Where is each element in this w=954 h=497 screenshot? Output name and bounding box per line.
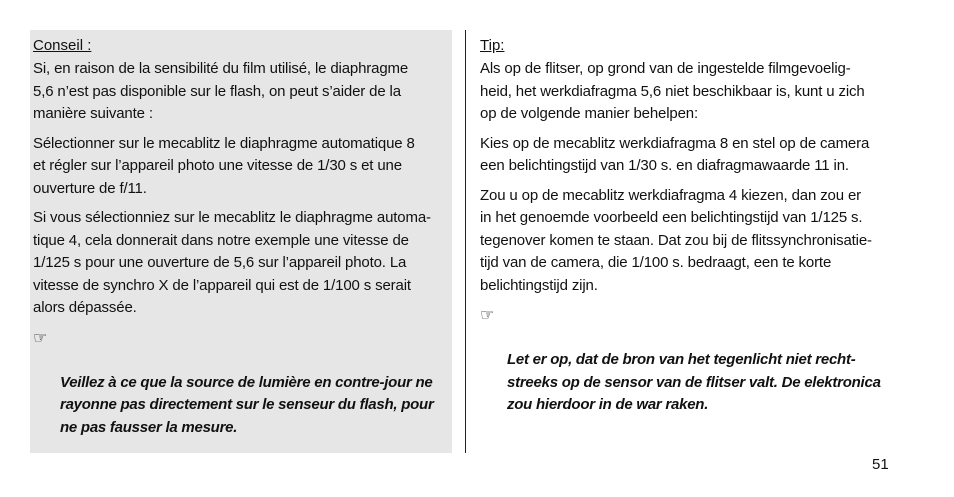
warning-note	[33, 327, 448, 440]
paragraph: Sélectionner sur le mecablitz le diaphragme automatique 8 et régler sur l’appareil photo une vitesse de 1/30 s et une ouverture de f/11.	[33, 134, 415, 197]
paragraph: Si, en raison de la sensibilité du film utilisé, le diaphragme 5,6 n’est pas disponible sur le flash, on peut s’aider de la manière suivante :	[33, 60, 409, 122]
paragraph: Als op de flitser, op grond van de ingestelde filmgevoelig- heid, het werkdiafragma 5,6 niet beschikbaar is, kunt u zich op de volgende manier behelpen:	[480, 60, 865, 122]
paragraph: Zou u op de mecablitz werkdiafragma 4 kiezen, dan zou er in het genoemde voorbeeld een belichtingstijd van 1/125 s. tegenover komen te staan. Dat zou bij de flitssynchronisatie- tijd van de camera, die 1/100 s. bedraagt, een te korte belichtingstijd zijn.	[480, 186, 872, 294]
pointing-hand-icon: ☞	[33, 327, 48, 347]
pointing-hand-icon: ☞	[480, 305, 495, 324]
note-text: Veillez à ce que la source de lumière en contre-jour ne rayonne pas directement sur le senseur du flash, pour ne pas fausser la mesure.	[60, 373, 434, 436]
paragraph: Kies op de mecablitz werkdiafragma 8 en stel op de camera een belichtingstijd van 1/30 s. en diafragmawaarde 11 in.	[480, 134, 870, 174]
warning-note	[480, 304, 900, 417]
tip-box-dutch	[480, 30, 900, 417]
tip-box-french	[30, 30, 452, 453]
column-divider	[465, 30, 466, 453]
paragraph: Si vous sélectionniez sur le mecablitz le diaphragme automa- tique 4, cela donnerait dans notre exemple une vitesse de 1/125 s pour une ouverture de 5,6 sur l’appareil photo. La vitesse de synchro X de l’appareil qui est de 1/100 s serait alors dépassée.	[33, 209, 431, 316]
page-number: 51	[872, 456, 889, 473]
conseil-heading: Conseil :	[33, 37, 92, 54]
tip-heading: Tip:	[480, 37, 505, 54]
note-text: Let er op, dat de bron van het tegenlicht niet recht- streeks op de sensor van de flitser valt. De elektronica zou hierdoor in de war raken.	[507, 351, 881, 413]
